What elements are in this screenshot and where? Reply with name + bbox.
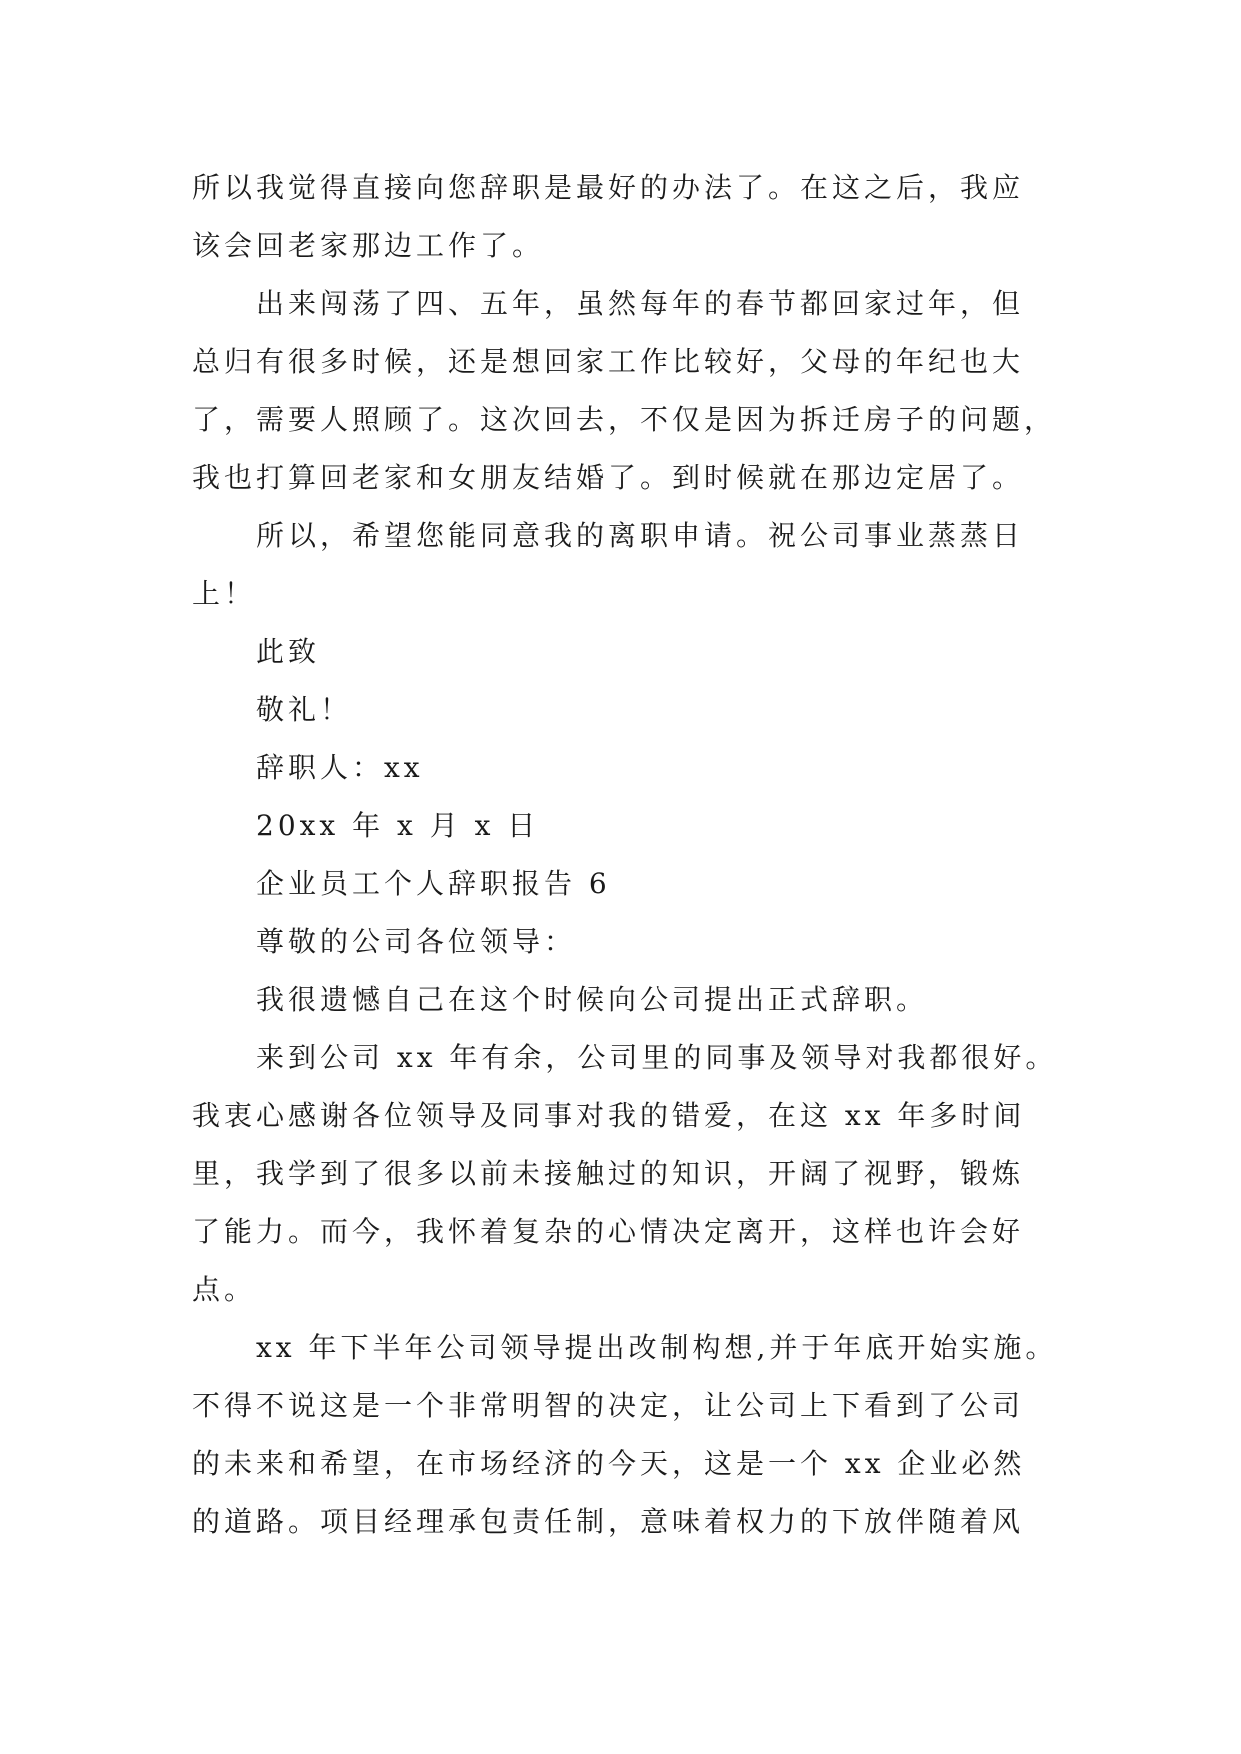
text-line: 出来闯荡了四、五年，虽然每年的春节都回家过年，但 bbox=[256, 287, 1025, 320]
text-line: 该会回老家那边工作了。 bbox=[192, 229, 545, 262]
text-line: 点。 bbox=[192, 1273, 257, 1306]
text-line: 企业员工个人辞职报告 6 bbox=[256, 867, 611, 900]
text-line: 我很遗憾自己在这个时候向公司提出正式辞职。 bbox=[256, 983, 929, 1016]
text-line: 来到公司 xx 年有余，公司里的同事及领导对我都很好。 bbox=[256, 1041, 1058, 1074]
text-line: 我衷心感谢各位领导及同事对我的错爱，在这 xx 年多时间 bbox=[192, 1099, 1026, 1132]
document-body bbox=[192, 159, 1092, 1551]
text-line: 尊敬的公司各位领导： bbox=[256, 925, 577, 958]
text-line: 了能力。而今，我怀着复杂的心情决定离开，这样也许会好 bbox=[192, 1215, 1025, 1248]
text-line: 里，我学到了很多以前未接触过的知识，开阔了视野，锻炼 bbox=[192, 1157, 1025, 1190]
text-line: 总归有很多时候，还是想回家工作比较好，父母的年纪也大 bbox=[192, 345, 1025, 378]
text-line: 此致 bbox=[256, 635, 321, 668]
text-line: 的未来和希望，在市场经济的今天，这是一个 xx 企业必然 bbox=[192, 1447, 1026, 1480]
text-line: 的道路。项目经理承包责任制，意味着权力的下放伴随着风 bbox=[192, 1505, 1025, 1538]
text-line: 我也打算回老家和女朋友结婚了。到时候就在那边定居了。 bbox=[192, 461, 1025, 494]
text-line: 了，需要人照顾了。这次回去，不仅是因为拆迁房子的问题， bbox=[192, 403, 1057, 436]
text-line: 所以我觉得直接向您辞职是最好的办法了。在这之后，我应 bbox=[192, 171, 1025, 204]
text-line: 敬礼！ bbox=[256, 693, 353, 726]
text-line: 辞职人：xx bbox=[256, 751, 424, 784]
text-line: 20xx 年 x 月 x 日 bbox=[256, 809, 540, 842]
text-line: 所以，希望您能同意我的离职申请。祝公司事业蒸蒸日 bbox=[256, 519, 1025, 552]
text-line: 不得不说这是一个非常明智的决定，让公司上下看到了公司 bbox=[192, 1389, 1025, 1422]
text-line: xx 年下半年公司领导提出改制构想,并于年底开始实施。 bbox=[256, 1331, 1058, 1364]
text-line: 上！ bbox=[192, 577, 257, 610]
